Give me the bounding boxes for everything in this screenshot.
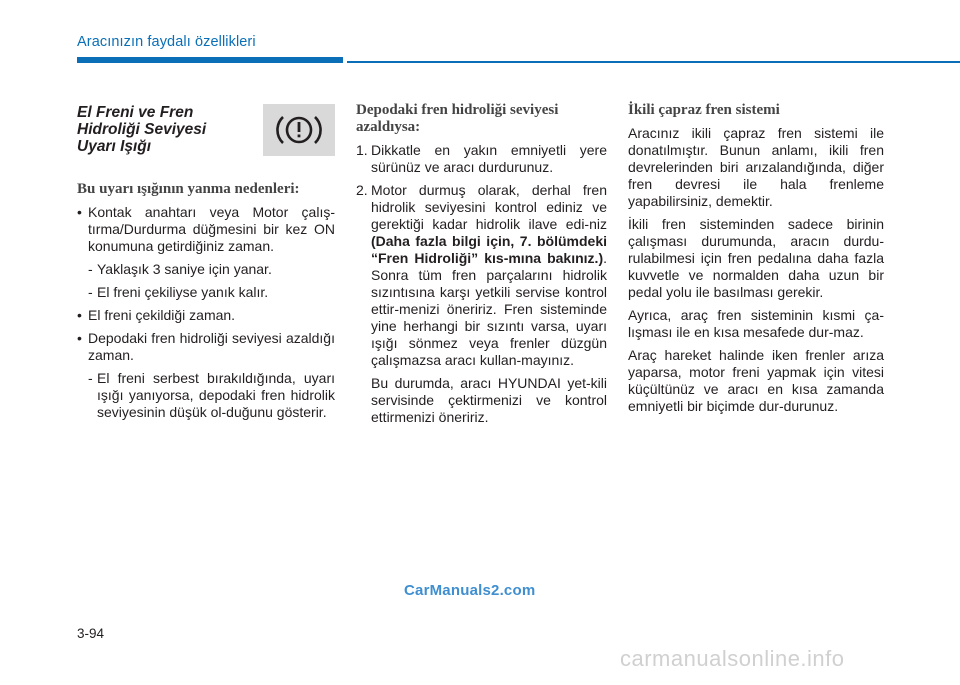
dual-brake-heading: İkili çapraz fren sistemi	[628, 102, 780, 118]
causes-subheading: Bu uyarı ışığının yanma nedenleri:	[77, 181, 300, 197]
column-left	[77, 102, 335, 427]
column-right	[628, 102, 884, 421]
list-item	[77, 330, 335, 364]
footer-site-mark: carmanualsonline.info	[620, 646, 845, 671]
section-title: El Freni ve Fren Hidroliği Seviyesi Uyarı Işığı	[77, 104, 207, 155]
sub-list-item: - Yaklaşık 3 saniye için yanar.	[77, 261, 335, 278]
list-item	[77, 204, 335, 255]
list-item	[77, 307, 335, 324]
bullet-text: • El freni çekildiği zaman.	[88, 307, 236, 323]
page-number: 3-94	[77, 626, 105, 641]
brake-warning-icon	[263, 104, 335, 156]
sub-list-item: - El freni çekiliyse yanık kalır.	[77, 284, 335, 301]
header-rule-thin	[347, 61, 960, 63]
paragraph: Araç hareket halinde iken frenler arıza yaparsa, motor freni yapmak için vitesi küçültünüz ve aracı en kısa zamanda emniyetli bir biçimde dur-durunuz.	[628, 347, 884, 414]
watermark-link[interactable]: CarManuals2.com	[404, 582, 536, 599]
column-middle	[356, 102, 607, 432]
header-rule-thick	[77, 57, 343, 63]
bullet-text: • Depodaki fren hidroliği seviyesi azaldığı zaman.	[88, 330, 335, 363]
step-text: Dikkatle en yakın emniyetli yere sürünüz ve aracı durdurunuz.	[371, 142, 607, 175]
followup-paragraph: Bu durumda, aracı HYUNDAI yet-kili servisinde çektirmenizi ve kontrol ettirmenizi öneririz.	[371, 375, 607, 425]
paragraph: İkili fren sisteminden sadece birinin çalışması durumunda, aracın durdu-rulabilmesi için fren pedalına daha fazla kuvvetle ve normalden daha uzun bir pedal yolu ile basılması gerekir.	[628, 216, 884, 300]
sub-list-item: - El freni serbest bırakıldığında, uyarı ışığı yanıyorsa, depodaki fren hidrolik seviyesinin düşük ol-duğunu gösterir.	[77, 370, 335, 421]
paragraph: Aracınız ikili çapraz fren sistemi ile donatılmıştır. Bunun anlamı, ikili fren devrelerinden biri arızalandığında, diğer fren devresi ile hala frenleme yapabilirsiniz, demektir.	[628, 125, 884, 209]
step-text: Motor durmuş olarak, derhal fren hidrolik seviyesini kontrol ediniz ve gerektiği kadar hidrolik ilave edi-niz	[371, 182, 607, 232]
paragraph: Ayrıca, araç fren sisteminin kısmi ça-lışması ile en kısa mesafede dur-maz.	[628, 307, 884, 340]
numbered-step	[356, 142, 607, 176]
step-text-continued: . Sonra tüm fren parçalarını hidrolik sızıntısına karşı yetkili servise kontrol ettir-menizi öneririz. Fren sisteminde yine herhangi bir sızıntı varsa, uyarı ışığı sönmez veya frenler düzgün çalışmazsa aracı kullan-mayınız.	[371, 250, 607, 368]
fluid-low-heading: Depodaki fren hidroliği seviyesi azaldıysa:	[356, 102, 559, 135]
numbered-step	[356, 182, 607, 369]
header-title: Aracınızın faydalı özellikleri	[77, 34, 256, 50]
step-reference: (Daha fazla bilgi için, 7. bölümdeki “Fren Hidroliği” kıs-mına bakınız.)	[371, 233, 607, 266]
step-number: 1.	[356, 142, 368, 158]
bullet-text: • Kontak anahtarı veya Motor çalış-tırma/Durdurma düğmesini bir kez ON konumuna getirdiğiniz zaman.	[88, 204, 335, 254]
step-number: 2.	[356, 182, 368, 198]
